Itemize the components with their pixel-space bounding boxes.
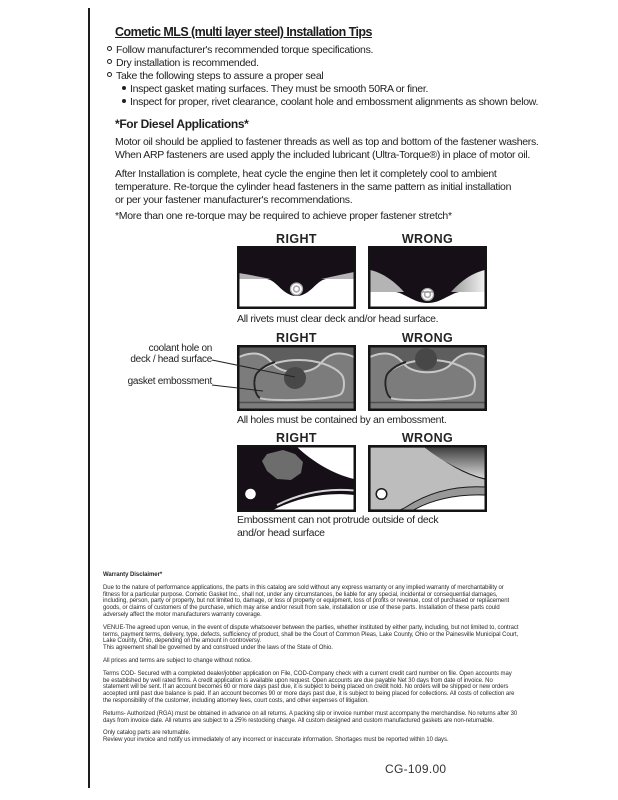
circle-bullet-icon [107, 59, 112, 64]
fig3-right-label: RIGHT [276, 431, 317, 445]
page-title: Cometic MLS (multi layer steel) Installation Tips [115, 25, 372, 39]
circle-bullet-icon [107, 72, 112, 77]
diesel-section [115, 117, 539, 223]
fig3-wrong-panel [368, 445, 487, 512]
disclaimer-paragraph: Only catalog parts are returnable. [103, 730, 191, 737]
list-item [107, 96, 538, 109]
disclaimer-paragraph: Due to the nature of performance applications, the parts in this catalog are sold without any express warranty or any implied warranty of merchantability or fitness for a particular purpose. Cometic Gasket Inc., shall not, under any circumstances, be liable for any special, incidental or consequential damages, including, person, party or property, but not limited to, damage, or loss of property or equipment, loss of profits or revenue, cost of purchased or replacement goods, or claims of customers of the purchase, which may arise and/or result from sale, installation or use of these parts. Installation of these parts could adversely affect the motor manufacturers warranty coverage. [103, 584, 510, 618]
disclaimer-paragraph: All prices and terms are subject to change without notice. [103, 657, 252, 664]
annotation-line: deck / head surface [130, 354, 212, 365]
fig1-wrong-panel [368, 246, 487, 309]
disclaimer-paragraph: Terms COD- Secured with a completed dealer/jobber application on File, COD-Company check with a current credit card number on file. Open accounts may be established by well rated firms. A credit application is available upon request. Open accounts are due payable Net 30 days from date of invoice. No statement will be sent. If an account becomes 60 or more days past due, it is subject to being placed on credit hold. No orders will be shipped or new orders accepted until past due balance is paid. If an account becomes 90 or more days past due, it is subject to being placed for collections. All costs of collection are the responsibility of the customer, including attorney fees, court costs, and other expenses of litigation. [103, 670, 515, 704]
fig1-right-panel [237, 246, 356, 309]
tip-text: Follow manufacturer's recommended torque specifications. [116, 44, 374, 56]
bolt-hole [376, 489, 387, 500]
disclaimer-paragraph: Review your invoice and notify us immediately of any incorrect or inaccurate information. Shortages must be reported within 10 days. [103, 737, 449, 744]
tip-text: Inspect for proper, rivet clearance, coolant hole and embossment alignments as shown below. [130, 96, 539, 108]
disclaimer-paragraph: This agreement shall be governed by and construed under the laws of the State of Ohio. [103, 645, 333, 652]
coolant-hole [284, 367, 306, 389]
disclaimer-paragraph: Returns- Authorized (RGA) must be obtained in advance on all returns. A packing slip or invoice number must accompany the merchandise. No returns after 30 days from invoice date. All returns are subject to a 25% restocking charge. All custom designed and custom manufactured gaskets are non-returnable. [103, 710, 518, 724]
fig1-wrong-label: WRONG [401, 232, 454, 246]
paragraph-line: After Installation is complete, heat cycle the engine then let it completely cool to ambient [115, 168, 497, 180]
paragraph-line: or per your fastener manufacturer's recommendations. [115, 194, 353, 206]
fig3-caption [237, 514, 438, 539]
disclaimer-heading: Warranty Disclaimer* [103, 572, 163, 578]
gasket-embossment-annotation: gasket embossment [127, 376, 212, 387]
list-item [107, 44, 538, 57]
fig1-caption: All rivets must clear deck and/or head surface. [237, 313, 439, 325]
fig2-wrong-label: WRONG [401, 331, 454, 345]
fig2-caption: All holes must be contained by an embossment. [237, 414, 447, 426]
diesel-heading: *For Diesel Applications* [115, 117, 249, 131]
list-item [107, 83, 538, 96]
list-item [107, 70, 538, 83]
page-code: CG-109.00 [385, 762, 447, 776]
paragraph-line: temperature. Re-torque the cylinder head fasteners in the same pattern as initial installation [115, 181, 512, 193]
list-item [107, 57, 538, 70]
page-edge-rule [88, 8, 90, 788]
caption-line: Embossment can not protrude outside of deck [237, 514, 439, 526]
warranty-disclaimer [103, 572, 519, 750]
fig2-right-label: RIGHT [276, 331, 317, 345]
fig3-wrong-label: WRONG [401, 431, 454, 445]
caption-line: and/or head surface [237, 526, 325, 539]
dot-bullet-icon [122, 86, 126, 90]
installation-tips-list [107, 44, 538, 109]
dot-bullet-icon [122, 99, 126, 103]
coolant-hole [415, 348, 437, 370]
paragraph-line: When ARP fasteners are used apply the included lubricant (Ultra-Torque®) in place of motor oil. [115, 149, 531, 161]
paragraph-line: Motor oil should be applied to fastener threads as well as top and bottom of the fastener washers. [115, 136, 539, 148]
circle-bullet-icon [107, 46, 112, 51]
retorque-note: *More than one re-torque may be required to achieve proper fastener stretch* [115, 210, 452, 222]
fig1-right-label: RIGHT [276, 232, 317, 246]
tip-text: Take the following steps to assure a proper seal [116, 70, 324, 82]
tip-text: Inspect gasket mating surfaces. They must be smooth 50RA or finer. [130, 83, 429, 95]
fig3-right-panel [237, 445, 356, 512]
disclaimer-paragraph: VENUE-The agreed upon venue, in the event of dispute whatsoever between the parties, whether instituted by either party, including, but not limited to, contract terms, payment terms, delivery, type, defects, sufficiency of product, shall be the Court of Common Pleas, Lake County, Ohio or the Painesville Municipal Court, Lake County, Ohio, depending on the amount in controversy. [103, 624, 519, 645]
fig2-wrong-panel [368, 345, 487, 411]
bolt-hole [245, 489, 256, 500]
annotation-line: coolant hole on [148, 343, 212, 354]
coolant-hole-annotation [118, 343, 212, 365]
tip-text: Dry installation is recommended. [116, 57, 259, 69]
fig2-right-panel [237, 345, 356, 411]
